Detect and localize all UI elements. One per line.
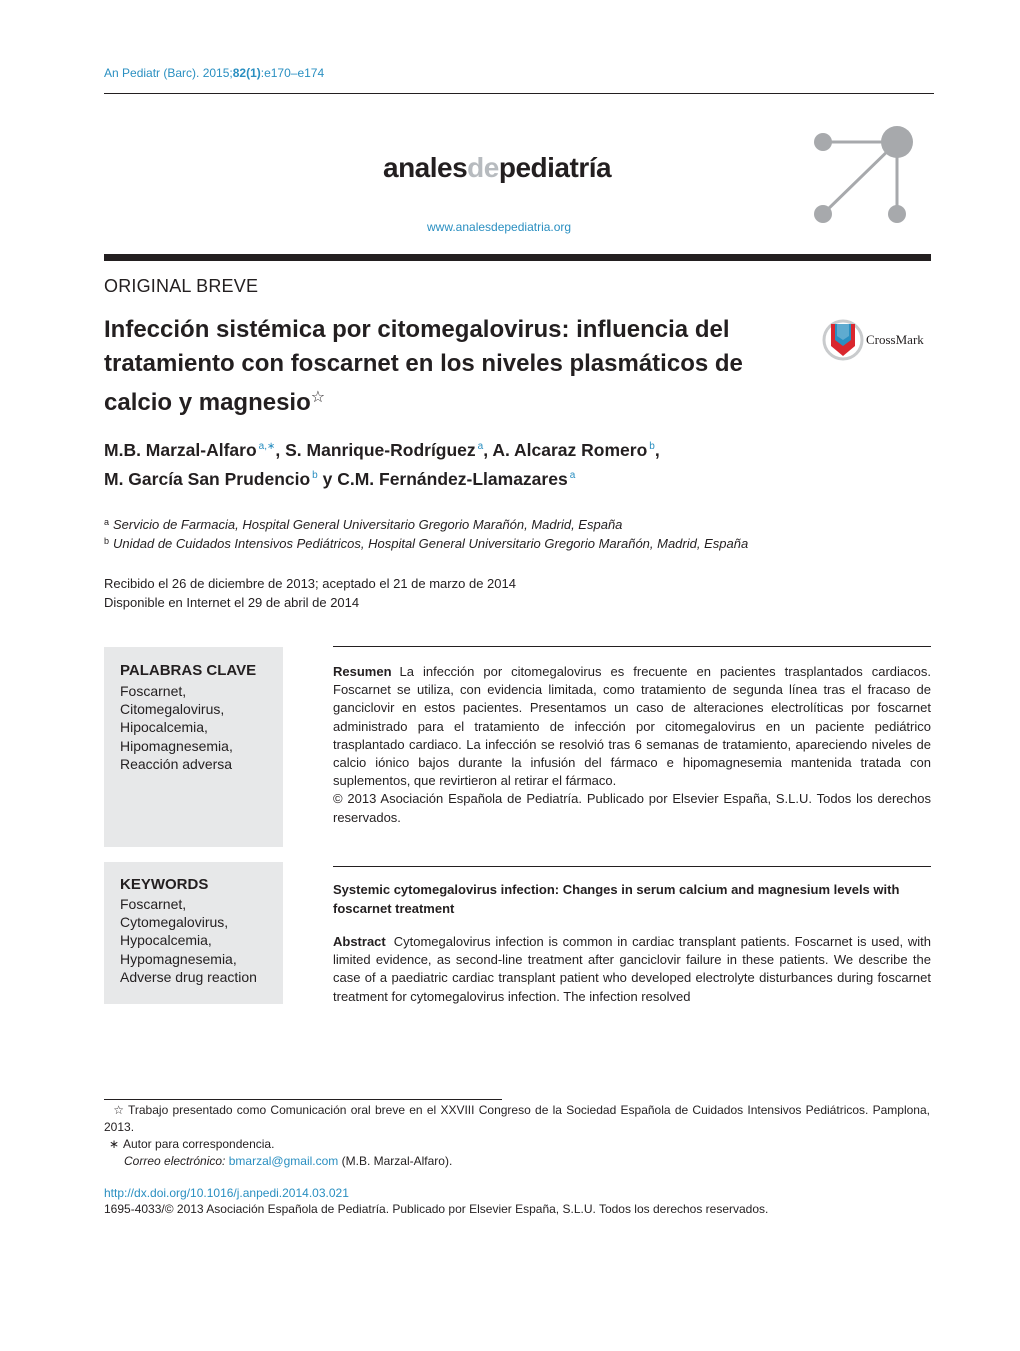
doi-link[interactable]: http://dx.doi.org/10.1016/j.anpedi.2014.03.021 bbox=[104, 1186, 349, 1200]
keyword-item: Reacción adversa bbox=[120, 755, 233, 772]
title-footnote-star[interactable]: ☆ bbox=[310, 389, 326, 406]
affiliation: $^a$ Servicio de Farmacia, Hospital General Universitario Gregorio Marañón, Madrid, España bbox=[104, 517, 623, 532]
resumen-top-rule bbox=[333, 646, 931, 647]
affiliation: $^b$ Unidad de Cuidados Intensivos Pediátricos, Hospital General Universitario Gregorio Marañón, Madrid, España bbox=[104, 536, 749, 551]
header-thick-divider bbox=[104, 254, 931, 261]
article-title: Infección sistémica por citomegalovirus: influencia del tratamiento con foscarnet en los niveles plasmáticos de calcio y magnesio☆ bbox=[104, 316, 743, 416]
keyword-item: Cytomegalovirus, bbox=[120, 914, 229, 931]
author-name: M. García San Prudencio bbox=[104, 469, 311, 489]
keyword-item: Adverse drug reaction bbox=[120, 968, 257, 985]
keyword-item: Hypocalcemia, bbox=[120, 932, 212, 949]
footnote-email: Correo electrónico: bmarzal@gmail.com (M.B. Marzal-Alfaro). bbox=[124, 1154, 453, 1168]
english-title: Systemic cytomegalovirus infection: Changes in serum calcium and magnesium levels with foscarnet treatment bbox=[333, 882, 900, 916]
author-affiliation-mark[interactable]: b bbox=[649, 441, 655, 452]
keywords-es-box bbox=[104, 647, 283, 847]
author-affiliation-mark[interactable]: b bbox=[312, 470, 318, 481]
header-divider bbox=[104, 93, 934, 94]
resumen-text: La infección por citomegalovirus es frecuente en pacientes trasplantados cardiacos. Foscarnet se utiliza, con evidencia limitada, como tratamiento de segunda línea tras el fracaso de ganciclovir en estos pacientes. Presentamos un caso de alteraciones electrolíticas por foscarnet administrado para el tratamiento de infección por citomegalovirus en un paciente pediátrico trasplantado cardiaco. La infección se resolvió tras 6 semanas de tratamiento, apareciendo niveles de calcio iónico bajos durante la infusión del fármaco e hipomagnesemia mantenida tratada con suplementos, que revirtieron al retirar el fármaco. bbox=[333, 664, 931, 789]
crossmark-label[interactable]: CrossMark bbox=[866, 332, 924, 347]
abstract-text: Cytomegalovirus infection is common in cardiac transplant patients. Foscarnet is used, with limited evidence, as second-line treatment after ganciclovir failure in these patients. We describe the case of a paediatric cardiac transplant patient who developed electrolyte disturbances during foscarnet treatment for cytomegalovirus infection. The infection resolved bbox=[333, 934, 931, 1004]
keywords-en-box bbox=[104, 862, 283, 1004]
issn-copyright: 1695-4033/© 2013 Asociación Española de Pediatría. Publicado por Elsevier España, S.L.U. Todos los derechos reservados. bbox=[104, 1202, 769, 1216]
author-affiliation-mark[interactable]: a,∗ bbox=[258, 441, 276, 452]
keyword-item: Hipomagnesemia, bbox=[120, 737, 233, 754]
journal-logo: analesdepediatría bbox=[383, 152, 612, 183]
keyword-item: Hipocalcemia, bbox=[120, 719, 208, 736]
author-name: C.M. Fernández-Llamazares bbox=[337, 469, 568, 489]
author-affiliation-mark[interactable]: a bbox=[569, 470, 576, 481]
journal-url-link[interactable]: www.analesdepediatria.org bbox=[427, 220, 572, 234]
abstract-label: Abstract bbox=[333, 934, 386, 949]
received-date: Recibido el 26 de diciembre de 2013; aceptado el 21 de marzo de 2014 bbox=[104, 576, 516, 591]
footnote-divider bbox=[104, 1099, 502, 1100]
journal-network-logo-icon bbox=[805, 118, 930, 230]
author-name: A. Alcaraz Romero bbox=[492, 440, 648, 460]
keywords-en-heading: KEYWORDS bbox=[120, 876, 209, 893]
author-list: M.B. Marzal-Alfaro $^{a,∗}$, S. Manrique-Rodríguez $^a$, A. Alcaraz Romero $^b$, M. García San Prudencio $^b$ y C.M. Fernández-Llamazares $^a$ bbox=[104, 440, 660, 489]
author-name: M.B. Marzal-Alfaro bbox=[104, 440, 257, 460]
resumen-label: Resumen bbox=[333, 664, 392, 679]
online-date: Disponible en Internet el 29 de abril de 2014 bbox=[104, 595, 360, 610]
section-label: ORIGINAL BREVE bbox=[104, 276, 259, 296]
keywords-es-heading: PALABRAS CLAVE bbox=[120, 662, 257, 679]
journal-citation: An Pediatr (Barc). 2015;82(1):e170–e174 bbox=[104, 66, 325, 80]
keyword-item: Hypomagnesemia, bbox=[120, 950, 237, 967]
resumen-block bbox=[333, 663, 931, 827]
abstract-top-rule bbox=[333, 866, 931, 867]
keyword-item: Citomegalovirus, bbox=[120, 701, 225, 718]
footnote-congress: ☆ Trabajo presentado como Comunicación oral breve en el XXVIII Congreso de la Sociedad Española de Cuidados Intensivos Pediátricos. Pamplona, 2013. bbox=[104, 1103, 930, 1134]
footnote-correspondence: ∗ Autor para correspondencia. bbox=[108, 1137, 275, 1151]
resumen-copyright: © 2013 Asociación Española de Pediatría. Publicado por Elsevier España, S.L.U. Todos los derechos reservados. bbox=[333, 791, 931, 825]
keyword-item: Foscarnet, bbox=[120, 896, 187, 912]
keyword-item: Foscarnet, bbox=[120, 683, 187, 699]
abstract-block bbox=[333, 933, 931, 1006]
email-link[interactable]: bmarzal@gmail.com bbox=[228, 1154, 339, 1168]
author-name: S. Manrique-Rodríguez bbox=[285, 440, 476, 460]
author-affiliation-mark[interactable]: a bbox=[477, 441, 484, 452]
